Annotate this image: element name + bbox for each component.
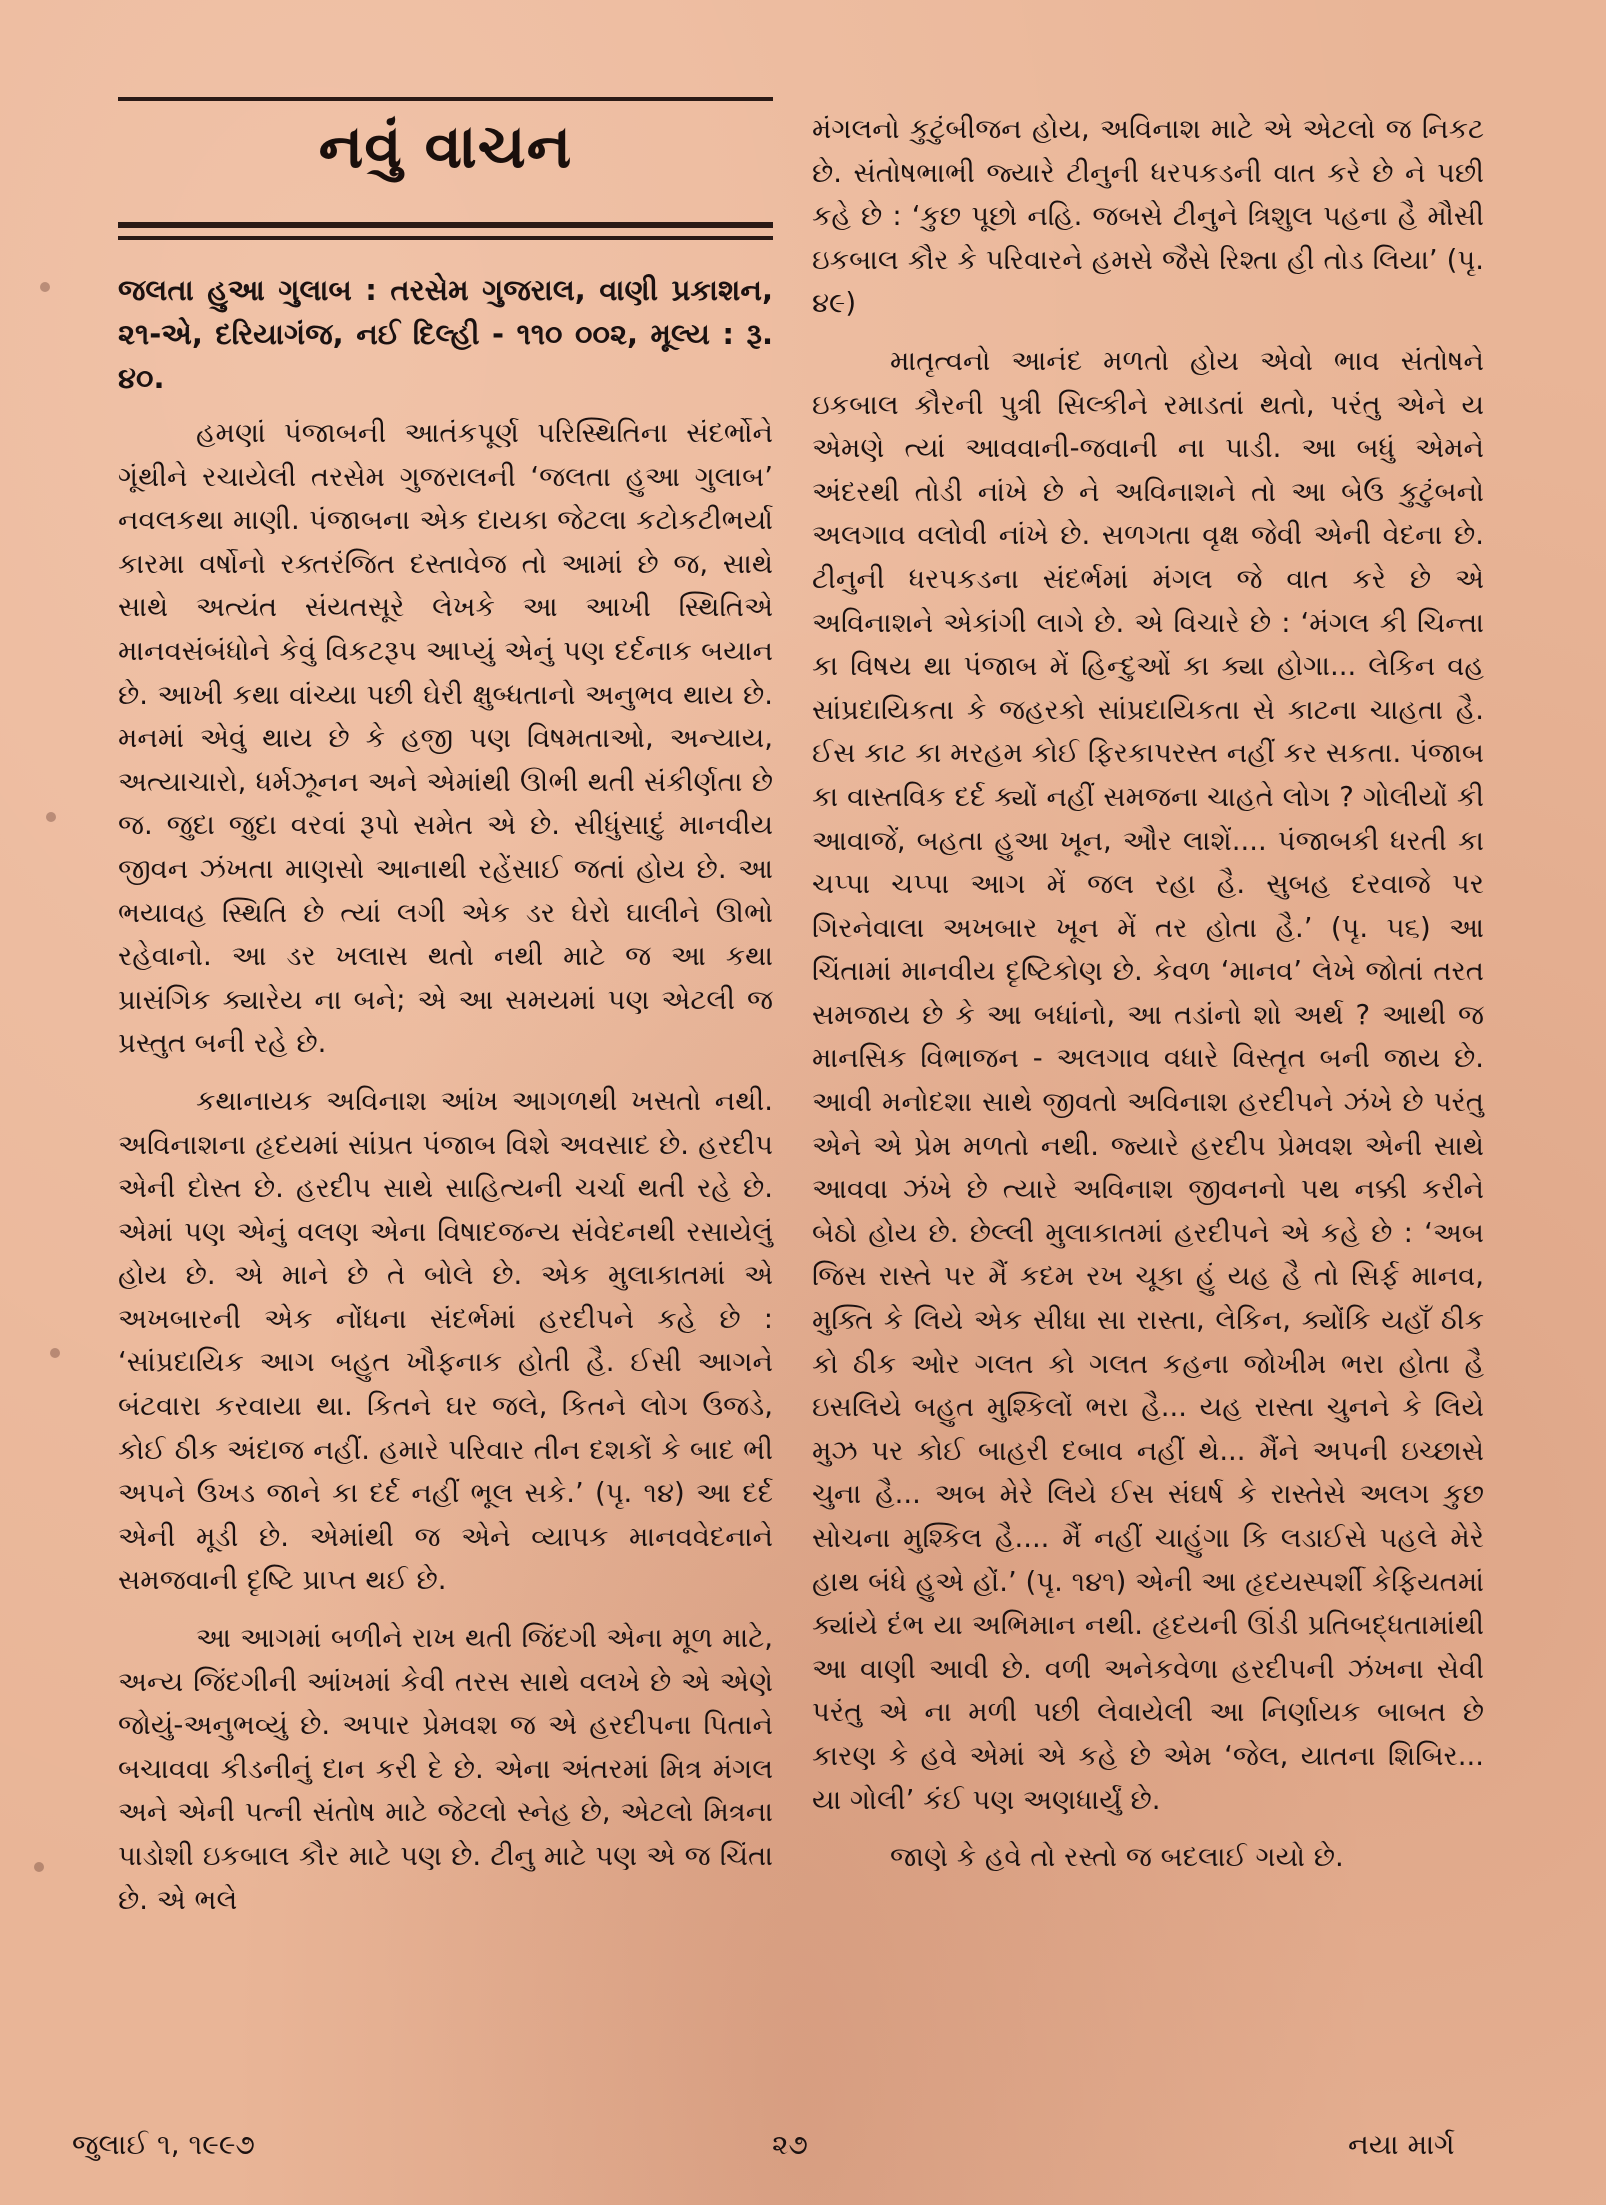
section-heading: નવું વાચન (318, 112, 573, 182)
left-paragraph-3: આ આગમાં બળીને રાખ થતી જિંદગી એના મૂળ માટે, અન્ય જિંદગીની આંખમાં કેવી તરસ સાથે વલખે છે એ એણે જોયું-અનુભવ્યું છે. અપાર પ્રેમવશ જ એ હરદીપના પિતાને બચાવવા કીડનીનું દાન કરી દે છે. એના અંતરમાં મિત્ર મંગલ અને એની પત્ની સંતોષ માટે જેટલો સ્નેહ છે, એટલો મિત્રના પાડોશી ઇકબાલ કૌર માટે પણ છે. ટીનુ માટે પણ એ જ ચિંતા છે. એ ભલે (118, 1622, 773, 1916)
book-citation: જલતા હુઆ ગુલાબ : તરસેમ ગુજરાલ, વાણી પ્રકાશન, ૨૧-એ, દરિયાગંજ, નઈ દિલ્હી - ૧૧૦ ૦૦૨, મૂલ્ય : રૂ. ૪૦. (118, 273, 773, 395)
top-rule (118, 97, 773, 101)
paper-mark (34, 1862, 44, 1872)
right-column (812, 108, 1484, 1894)
paper-mark (40, 282, 50, 292)
heading-rule-thin (118, 236, 773, 240)
magazine-name: નયા માર્ગ (1348, 2128, 1455, 2161)
right-paragraph-2: માતૃત્વનો આનંદ મળતો હોય એવો ભાવ સંતોષને ઇકબાલ કૌરની પુત્રી સિલ્કીને રમાડતાં થતો, પરંતુ એને ય એમણે ત્યાં આવવાની-જવાની ના પાડી. આ બધું એમને અંદરથી તોડી નાંખે છે ને અવિનાશને તો આ બેઉ કુટુંબનો અલગાવ વલોવી નાંખે છે. સળગતા વૃક્ષ જેવી એની વેદના છે. ટીનુની ધરપકડના સંદર્ભમાં મંગલ જે વાત કરે છે એ અવિનાશને એકાંગી લાગે છે. એ વિચારે છે : ‘મંગલ કી ચિન્તા કા વિષય થા પંજાબ મેં હિન્દુઓં કા ક્યા હોગા... લેકિન વહ સાંપ્રદાયિકતા કે જહરકો સાંપ્રદાયિકતા સે કાટના ચાહતા હૈ. ઈસ કાટ કા મરહમ કોઈ ફિરકાપરસ્ત નહીં કર સકતા. પંજાબ કા વાસ્તવિક દર્દ ક્યોં નહીં સમજના ચાહતે લોગ ? ગોલીયોં કી આવાજેં, બહતા હુઆ ખૂન, ઔર લાશેં.... પંજાબકી ધરતી કા ચપ્પા ચપ્પા આગ મેં જલ રહા હૈ. સુબહ દરવાજે પર ગિરનેવાલા અખબાર ખૂન મેં તર હોતા હૈ.’ (પૃ. ૫૬) આ ચિંતામાં માનવીય દૃષ્ટિકોણ છે. કેવળ ‘માનવ’ લેખે જોતાં તરત સમજાય છે કે આ બધાંનો, આ તડાંનો શો અર્થ ? આથી જ માનસિક વિભાજન - અલગાવ વધારે વિસ્તૃત બની જાય છે. આવી મનોદશા સાથે જીવતો અવિનાશ હરદીપને ઝંખે છે પરંતુ એને એ પ્રેમ મળતો નથી. જ્યારે હરદીપ પ્રેમવશ એની સાથે આવવા ઝંખે છે ત્યારે અવિનાશ જીવનનો પથ નક્કી કરીને બેઠો હોય છે. છેલ્લી મુલાકાતમાં હરદીપને એ કહે છે : ‘અબ જિસ રાસ્તે પર મૈં કદમ રખ ચૂકા હું યહ હૈ તો સિર્ફ માનવ, મુક્તિ કે લિયે એક સીધા સા રાસ્તા, લેકિન, ક્યોંકિ યહાઁ ઠીક કો ઠીક ઓર ગલત કો ગલત કહના જોખીમ ભરા હોતા હૈ ઇસલિયે બહુત મુશ્કિલોં ભરા હૈ... યહ રાસ્તા ચુનને કે લિયે મુઝ પર કોઈ બાહરી દબાવ નહીં થે... મૈંને અપની ઇચ્છાસે ચુના હૈ... અબ મેરે લિયે ઈસ સંઘર્ષ કે રાસ્તેસે અલગ કુછ સોચના મુશ્કિલ હૈ.... મૈં નહીં ચાહુંગા કિ લડાઈસે પહલે મેરે હાથ બંધે હુએ હોં.’ (પૃ. ૧૪૧) એની આ હૃદયસ્પર્શી કેફિયતમાં ક્યાંયે દંભ યા અભિમાન નથી. હૃદયની ઊંડી પ્રતિબદ્ધતામાંથી આ વાણી આવી છે. વળી અનેકવેળા હરદીપની ઝંખના સેવી પરંતુ એ ના મળી પછી લેવાયેલી આ નિર્ણાયક બાબત છે કારણ કે હવે એમાં એ કહે છે એમ ‘જેલ, યાતના શિબિર... યા ગોલી’ કંઈ પણ અણધાર્યું છે. (812, 344, 1484, 1816)
left-paragraph-2: કથાનાયક અવિનાશ આંખ આગળથી ખસતો નથી. અવિનાશના હૃદયમાં સાંપ્રત પંજાબ વિશે અવસાદ છે. હરદીપ એની દોસ્ત છે. હરદીપ સાથે સાહિત્યની ચર્ચા થતી રહે છે. એમાં પણ એનું વલણ એના વિષાદજન્ય સંવેદનથી રસાયેલું હોય છે. એ માને છે તે બોલે છે. એક મુલાકાતમાં એ અખબારની એક નોંધના સંદર્ભમાં હરદીપને કહે છે : ‘સાંપ્રદાયિક આગ બહુત ખૌફનાક હોતી હૈ. ઈસી આગને બંટવારા કરવાયા થા. કિતને ઘર જલે, કિતને લોગ ઉજડે, કોઈ ઠીક અંદાજ નહીં. હમારે પરિવાર તીન દશકોં કે બાદ ભી અપને ઉખડ જાને કા દર્દ નહીં ભૂલ સકે.’ (પૃ. ૧૪) આ દર્દ એની મૂડી છે. એમાંથી જ એને વ્યાપક માનવવેદનાને સમજવાની દૃષ્ટિ પ્રાપ્ત થઈ છે. (118, 1084, 773, 1597)
page-number: ૨૭ (772, 2128, 808, 2161)
paper-mark (46, 812, 56, 822)
right-paragraph-1: મંગલનો કુટુંબીજન હોય, અવિનાશ માટે એ એટલો જ નિકટ છે. સંતોષભાભી જ્યારે ટીનુની ધરપકડની વાત કરે છે ને પછી કહે છે : ‘કુછ પૂછો નહિ. જબસે ટીનુને ત્રિશુલ પહના હૈ મૌસી ઇકબાલ કૌર કે પરિવારને હમસે જૈસે રિશ્તા હી તોડ લિયા’ (પૃ. ૪૯) (812, 113, 1484, 320)
right-paragraph-3: જાણે કે હવે તો રસ્તો જ બદલાઈ ગયો છે. (890, 1841, 1344, 1874)
left-paragraph-1: હમણાં પંજાબની આતંકપૂર્ણ પરિસ્થિતિના સંદર્ભોને ગૂંથીને રચાયેલી તરસેમ ગુજરાલની ‘જલતા હુઆ ગુલાબ’ નવલકથા માણી. પંજાબના એક દાયકા જેટલા કટોકટીભર્યા કારમા વર્ષોનો રક્તરંજિત દસ્તાવેજ તો આમાં છે જ, સાથે સાથે અત્યંત સંયતસૂરે લેખકે આ આખી સ્થિતિએ માનવસંબંધોને કેવું વિકટરૂપ આપ્યું એનું પણ દર્દનાક બયાન છે. આખી કથા વાંચ્યા પછી ઘેરી ક્ષુબ્ધતાનો અનુભવ થાય છે. મનમાં એવું થાય છે કે હજી પણ વિષમતાઓ, અન્યાય, અત્યાચારો, ધર્મઝૂનન અને એમાંથી ઊભી થતી સંકીર્ણતા છે જ. જુદા જુદા વરવાં રૂપો સમેત એ છે. સીધુંસાદું માનવીય જીવન ઝંખતા માણસો આનાથી રહેંસાઈ જતાં હોય છે. આ ભયાવહ સ્થિતિ છે ત્યાં લગી એક ડર ઘેરો ઘાલીને ઊભો રહેવાનો. આ ડર ખલાસ થતો નથી માટે જ આ કથા પ્રાસંગિક ક્યારેય ના બને; એ આ સમયમાં પણ એટલી જ પ્રસ્તુત બની રહે છે. (118, 417, 773, 1060)
paper-mark (50, 1348, 60, 1358)
heading-rule-thick (118, 222, 773, 228)
footer-date: જુલાઈ ૧, ૧૯૯૭ (72, 2128, 255, 2161)
left-column (118, 412, 773, 1936)
